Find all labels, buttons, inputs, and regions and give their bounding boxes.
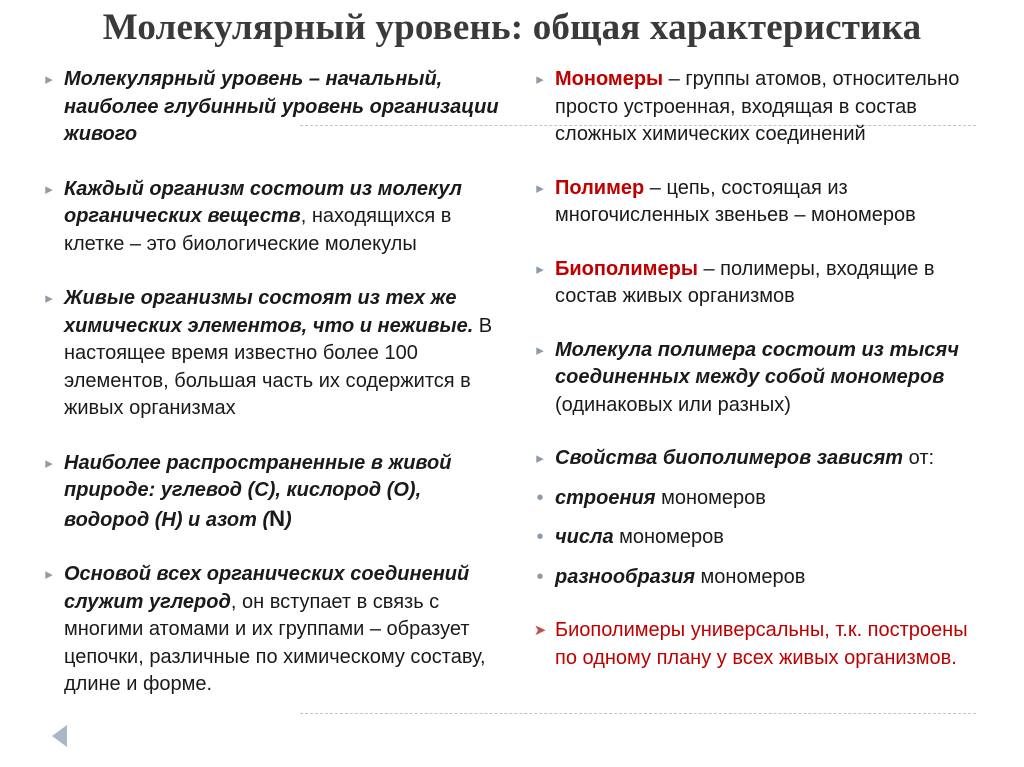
left-item-5: ▸ Основой всех органических соединений служит углерод, он вступает в связь с многими атомами и их группами – образует цепочки, различные по химическому составу, длине и форме. <box>40 561 508 699</box>
dot-bullet-icon: • <box>536 565 544 588</box>
triangle-bullet-icon: ▸ <box>45 71 53 88</box>
triangle-bullet-icon: ▸ <box>45 566 53 583</box>
left-item-2: ▸ Каждый организм состоит из молекул органических веществ, находящихся в клетке – это биологические молекулы <box>40 176 508 259</box>
right-item-properties: ▸ Свойства биополимеров зависят от: <box>531 445 981 473</box>
triangle-bullet-icon: ▸ <box>536 179 544 197</box>
sub-item-diversity: • разнообразия мономеров <box>531 564 981 592</box>
sub-item-number: • числа мономеров <box>531 524 981 552</box>
sub-item-structure: • строения мономеров <box>531 485 981 513</box>
triangle-bullet-icon: ▸ <box>536 450 544 467</box>
conclusion-text: ➤ Биополимеры универсальны, т.к. построены по одному плану у всех живых организмов. <box>531 617 981 672</box>
right-item-monomers: ▸ Мономеры – группы атомов, относительно просто устроенная, входящая в состав сложных химических соединений <box>531 66 981 149</box>
right-item-molecule: ▸ Молекула полимера состоит из тысяч соединенных между собой мономеров (одинаковых или разных) <box>531 337 981 420</box>
triangle-bullet-icon: ▸ <box>536 341 544 359</box>
left-column <box>40 66 508 726</box>
dot-bullet-icon: • <box>536 486 544 509</box>
triangle-bullet-icon: ▸ <box>536 71 544 88</box>
left-item-3: ▸ Живые организмы состоят из тех же химических элементов, что и неживые. В настоящее время известно более 100 элементов, большая часть их содержится в живых организмах <box>40 285 508 423</box>
triangle-bullet-icon: ▸ <box>45 454 53 472</box>
left-item-1: ▸ Молекулярный уровень – начальный, наиболее глубинный уровень организации живого <box>40 66 508 149</box>
dot-bullet-icon: • <box>536 526 544 548</box>
triangle-bullet-icon: ▸ <box>45 290 53 307</box>
triangle-bullet-icon: ▸ <box>45 180 53 198</box>
right-column <box>531 66 981 672</box>
right-item-polymer: ▸ Полимер – цепь, состоящая из многочисленных звеньев – мономеров <box>531 175 981 230</box>
arrow-right-icon: ➤ <box>533 622 547 639</box>
slide-title: Молекулярный уровень: общая характеристика <box>102 7 922 48</box>
right-item-biopolymers: ▸ Биополимеры – полимеры, входящие в состав живых организмов <box>531 256 981 311</box>
triangle-bullet-icon: ▸ <box>536 260 544 278</box>
left-item-4: ▸ Наиболее распространенные в живой природе: углевод (С), кислород (О), водород (Н) и азот (N) <box>40 450 508 535</box>
triangle-left-icon[interactable] <box>52 725 67 747</box>
